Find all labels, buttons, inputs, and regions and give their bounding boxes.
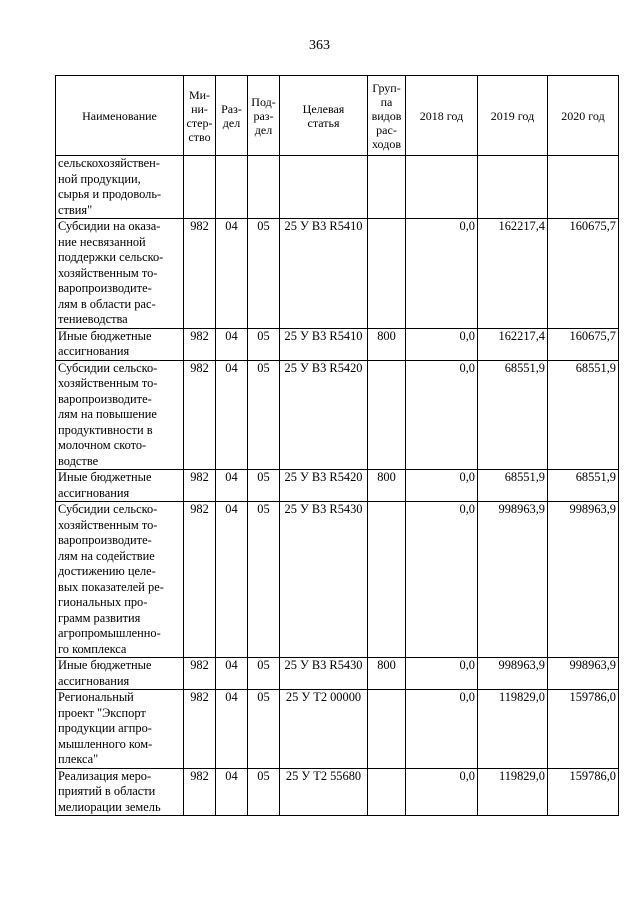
row-target-article: 25 У Т2 00000	[280, 690, 368, 769]
row-2020: 998963,9	[548, 502, 619, 658]
row-section: 04	[216, 360, 248, 470]
row-2018: 0,0	[406, 470, 478, 502]
table-row	[56, 658, 619, 690]
header-subsection: Под- раз- дел	[248, 76, 280, 156]
row-2020: 68551,9	[548, 360, 619, 470]
row-section: 04	[216, 219, 248, 329]
row-2020: 998963,9	[548, 658, 619, 690]
row-ministry: 982	[184, 219, 216, 329]
row-2020: 68551,9	[548, 470, 619, 502]
row-2018: 0,0	[406, 328, 478, 360]
row-2020: 159786,0	[548, 768, 619, 816]
row-section: 04	[216, 502, 248, 658]
row-expense-group	[368, 502, 406, 658]
row-subsection: 05	[248, 328, 280, 360]
row-subsection: 05	[248, 658, 280, 690]
row-name: Субсидии сельско- хозяйственным то- варопроизводите- лям на повышение продуктивности в молочном ското- водстве	[56, 360, 184, 470]
row-target-article	[280, 156, 368, 219]
header-name: Наименование	[56, 76, 184, 156]
row-2018: 0,0	[406, 690, 478, 769]
row-subsection: 05	[248, 768, 280, 816]
header-2018: 2018 год	[406, 76, 478, 156]
row-ministry: 982	[184, 360, 216, 470]
row-2019: 119829,0	[478, 690, 548, 769]
row-subsection: 05	[248, 219, 280, 329]
row-2018: 0,0	[406, 360, 478, 470]
row-2019	[478, 156, 548, 219]
row-ministry: 982	[184, 768, 216, 816]
header-expense-group: Груп- па видов рас- ходов	[368, 76, 406, 156]
row-expense-group	[368, 690, 406, 769]
row-target-article: 25 У В3 R5410	[280, 219, 368, 329]
table-row	[56, 470, 619, 502]
page-number: 363	[309, 38, 330, 53]
row-expense-group	[368, 360, 406, 470]
row-ministry: 982	[184, 658, 216, 690]
row-target-article: 25 У В3 R5420	[280, 470, 368, 502]
row-subsection	[248, 156, 280, 219]
row-subsection: 05	[248, 360, 280, 470]
row-2020	[548, 156, 619, 219]
row-expense-group: 800	[368, 328, 406, 360]
header-target-article: Целевая статья	[280, 76, 368, 156]
row-2019: 162217,4	[478, 219, 548, 329]
table-row	[56, 156, 619, 219]
row-target-article: 25 У В3 R5410	[280, 328, 368, 360]
row-2019: 68551,9	[478, 360, 548, 470]
row-subsection: 05	[248, 690, 280, 769]
row-section: 04	[216, 328, 248, 360]
row-2019: 998963,9	[478, 502, 548, 658]
row-name: Иные бюджетные ассигнования	[56, 470, 184, 502]
row-2018: 0,0	[406, 502, 478, 658]
budget-table	[55, 75, 619, 816]
table-row	[56, 502, 619, 658]
row-section: 04	[216, 690, 248, 769]
row-2018: 0,0	[406, 658, 478, 690]
row-name: Субсидии на оказа- ние несвязанной поддержки сельско- хозяйственным то- варопроизводите- лям в области рас- тениеводства	[56, 219, 184, 329]
table-header-row	[56, 76, 619, 156]
row-2020: 159786,0	[548, 690, 619, 769]
row-target-article: 25 У В3 R5420	[280, 360, 368, 470]
row-target-article: 25 У В3 R5430	[280, 502, 368, 658]
row-expense-group	[368, 768, 406, 816]
row-target-article: 25 У Т2 55680	[280, 768, 368, 816]
row-expense-group	[368, 156, 406, 219]
row-ministry: 982	[184, 690, 216, 769]
row-expense-group	[368, 219, 406, 329]
row-name: Иные бюджетные ассигнования	[56, 658, 184, 690]
row-target-article: 25 У В3 R5430	[280, 658, 368, 690]
row-subsection: 05	[248, 470, 280, 502]
row-ministry: 982	[184, 328, 216, 360]
row-name: Региональный проект "Экспорт продукции агпро- мышленного ком- плекса"	[56, 690, 184, 769]
table-row	[56, 328, 619, 360]
row-section	[216, 156, 248, 219]
row-2018	[406, 156, 478, 219]
row-2019: 998963,9	[478, 658, 548, 690]
row-2019: 119829,0	[478, 768, 548, 816]
table-row	[56, 690, 619, 769]
row-2018: 0,0	[406, 219, 478, 329]
row-name: сельскохозяйствен- ной продукции, сырья и продоволь- ствия"	[56, 156, 184, 219]
row-ministry: 982	[184, 470, 216, 502]
row-expense-group: 800	[368, 658, 406, 690]
row-2018: 0,0	[406, 768, 478, 816]
row-name: Иные бюджетные ассигнования	[56, 328, 184, 360]
table-row	[56, 768, 619, 816]
header-section: Раз- дел	[216, 76, 248, 156]
table-row	[56, 360, 619, 470]
row-ministry	[184, 156, 216, 219]
header-ministry: Ми- ни- стер- ство	[184, 76, 216, 156]
row-ministry: 982	[184, 502, 216, 658]
row-2020: 160675,7	[548, 328, 619, 360]
row-subsection: 05	[248, 502, 280, 658]
row-2019: 68551,9	[478, 470, 548, 502]
row-2019: 162217,4	[478, 328, 548, 360]
row-section: 04	[216, 470, 248, 502]
row-name: Субсидии сельско- хозяйственным то- варопроизводите- лям на содействие достижению целе- вых показателей ре- гиональных про- грамм развития агропромышленно- го комплекса	[56, 502, 184, 658]
header-2019: 2019 год	[478, 76, 548, 156]
row-2020: 160675,7	[548, 219, 619, 329]
row-section: 04	[216, 658, 248, 690]
header-2020: 2020 год	[548, 76, 619, 156]
table-row	[56, 219, 619, 329]
row-section: 04	[216, 768, 248, 816]
row-expense-group: 800	[368, 470, 406, 502]
row-name: Реализация меро- приятий в области мелиорации земель	[56, 768, 184, 816]
